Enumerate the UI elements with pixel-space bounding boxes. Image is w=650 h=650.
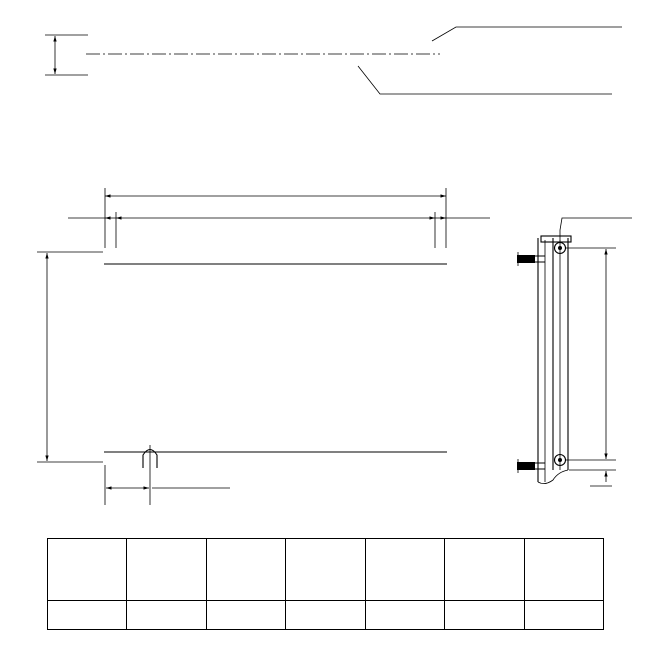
side-bottom-curve — [538, 470, 568, 484]
front-view — [37, 188, 490, 505]
header-height — [127, 539, 206, 601]
cell-sections — [445, 601, 524, 630]
bottom-bracket — [517, 459, 545, 473]
cell-height — [127, 601, 206, 630]
header-depth — [286, 539, 365, 601]
cell-depth — [286, 601, 365, 630]
specification-table — [47, 538, 604, 630]
cell-product-code — [48, 601, 127, 630]
profile-callout-leader — [358, 66, 612, 94]
header-product-code — [48, 539, 127, 601]
cell-tapping-centres — [365, 601, 444, 630]
cell-width — [206, 601, 285, 630]
header-output — [524, 539, 603, 601]
cell-output — [524, 601, 603, 630]
header-tapping-centres — [365, 539, 444, 601]
top-view — [45, 27, 622, 94]
side-view — [517, 218, 632, 486]
header-width — [206, 539, 285, 601]
top-cap — [541, 236, 571, 242]
table-row — [48, 601, 604, 630]
header-sections — [445, 539, 524, 601]
tube-callout-leader — [432, 27, 622, 41]
top-bracket — [517, 252, 545, 266]
table-header-row — [48, 539, 604, 601]
